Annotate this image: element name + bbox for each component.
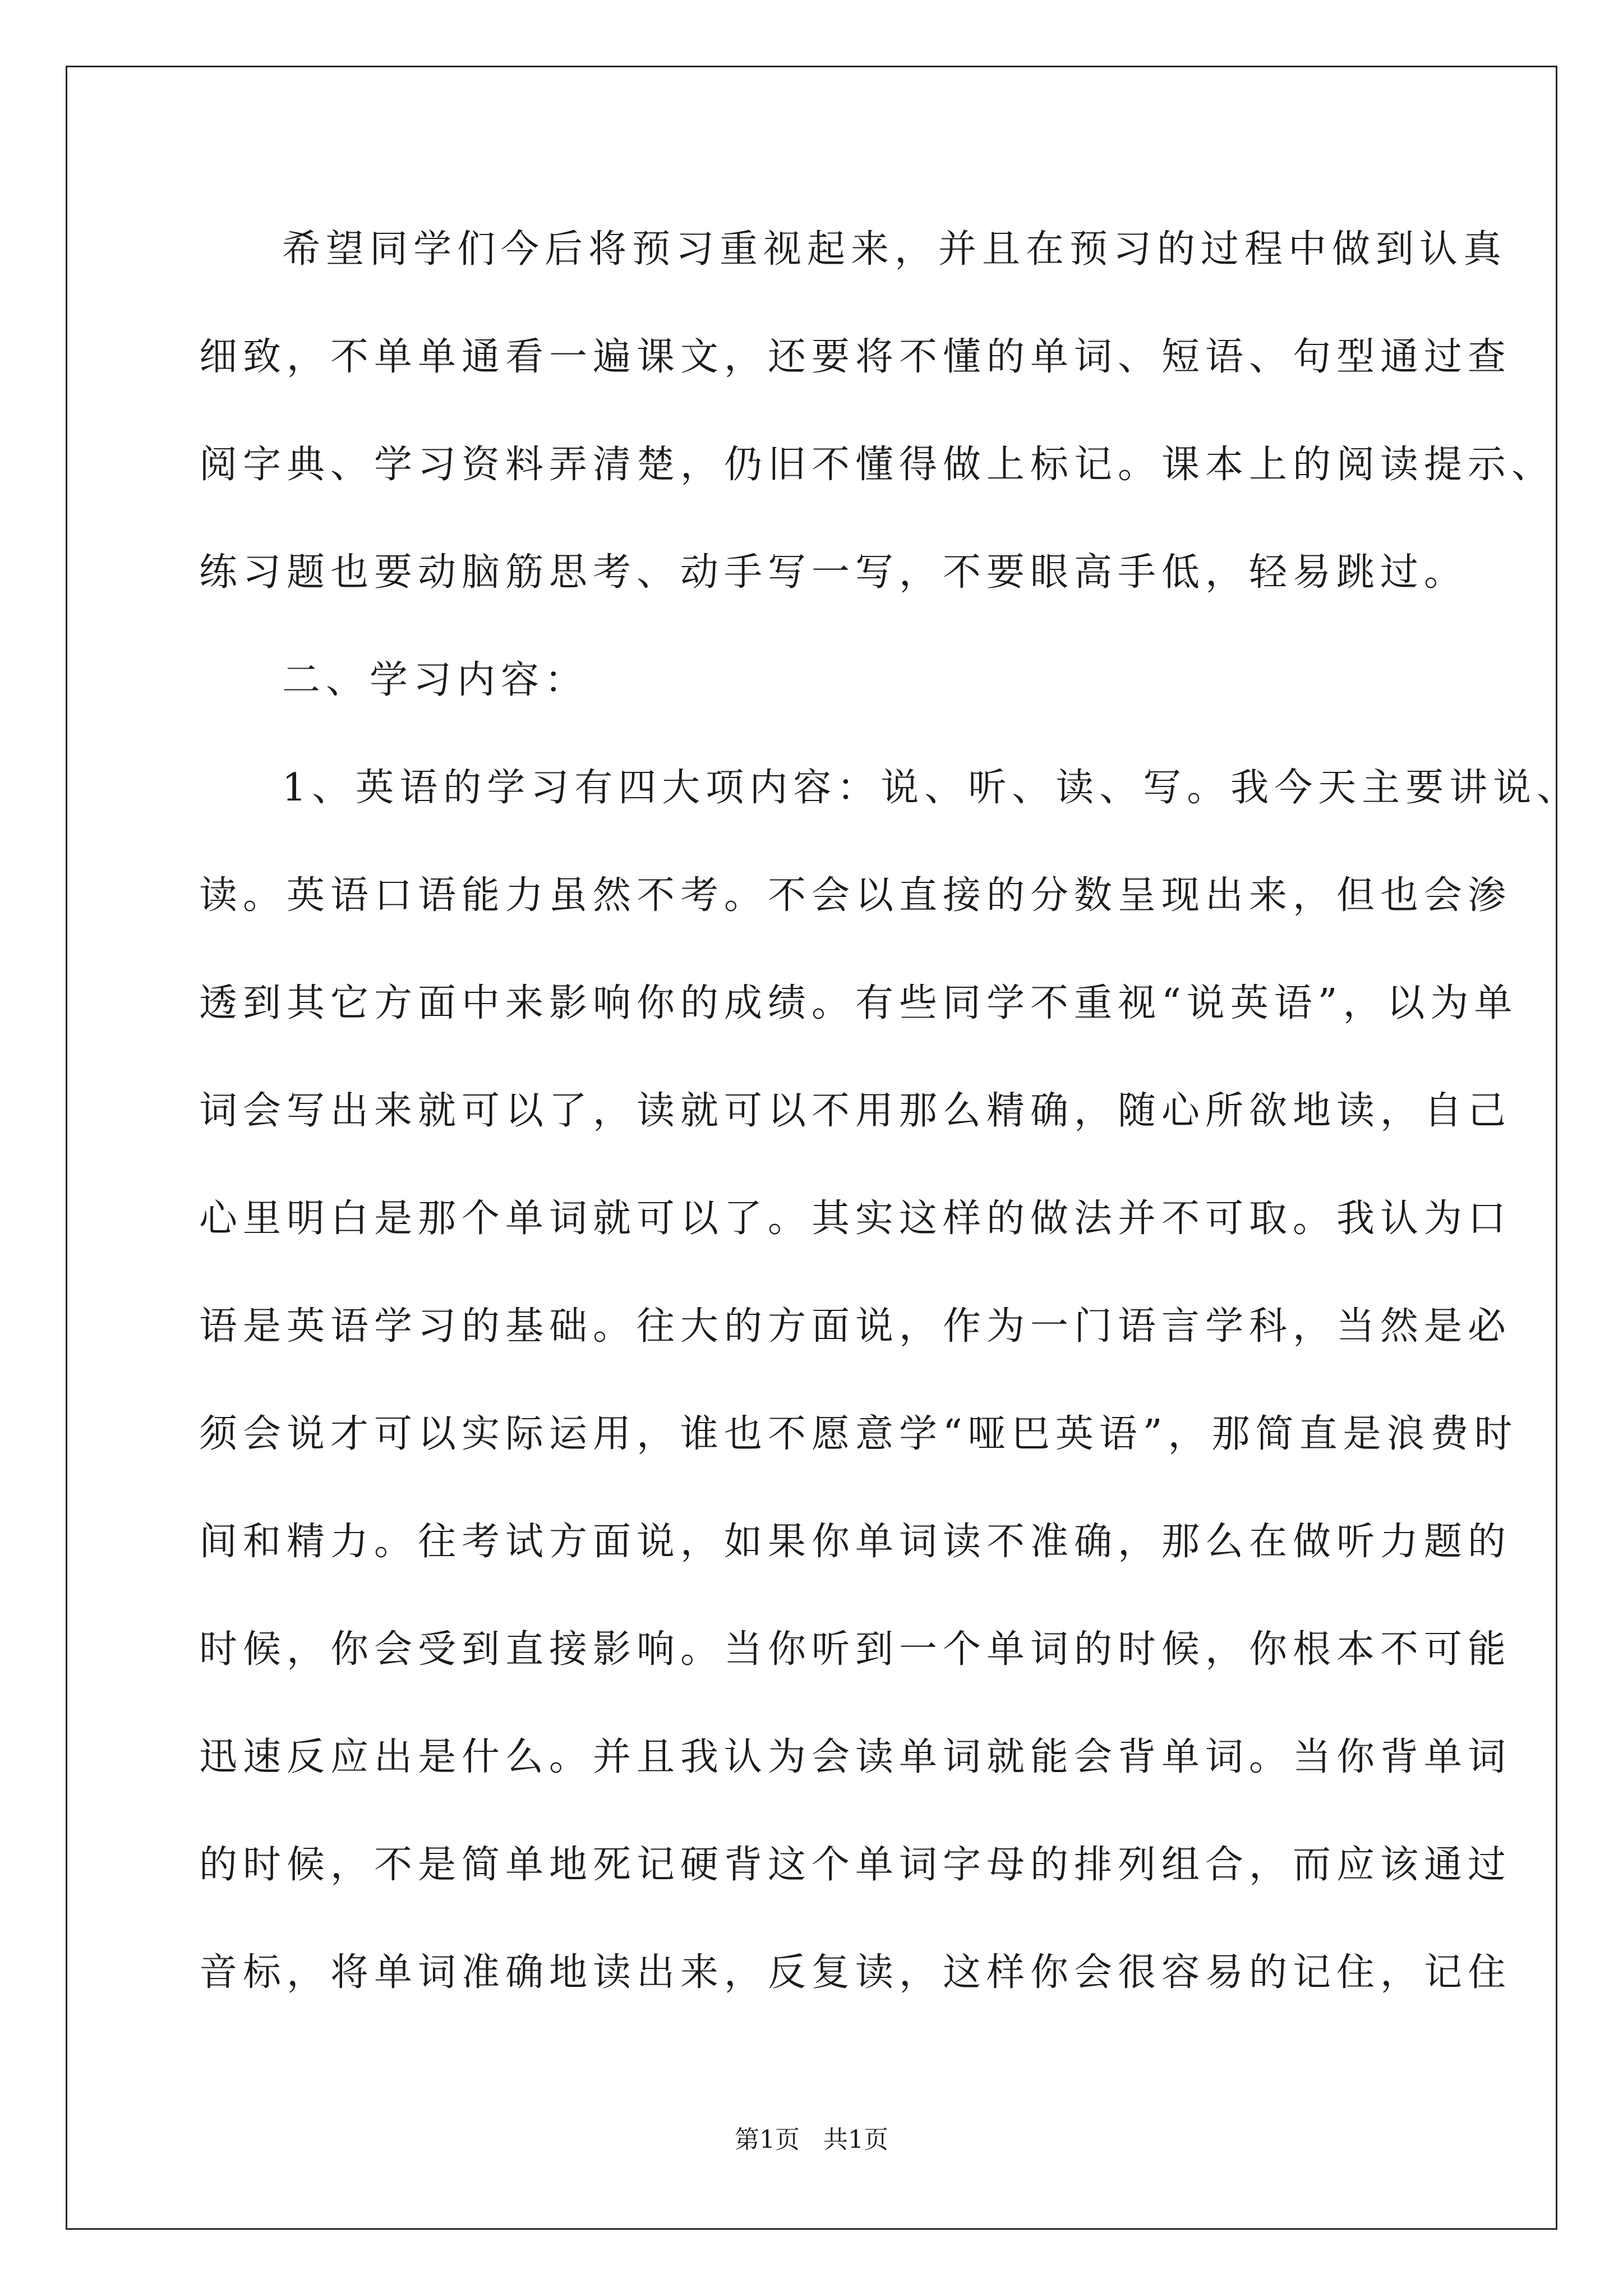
text-line: 迅速反应出是什么。并且我认为会读单词就能会背单词。当你背单词 (199, 1735, 1512, 1779)
text-line: 语是英语学习的基础。往大的方面说，作为一门语言学科，当然是必 (199, 1304, 1512, 1349)
text-line: 的时候，不是简单地死记硬背这个单词字母的排列组合，而应该通过 (199, 1843, 1512, 1887)
text-line: 须会说才可以实际运用，谁也不愿意学“哑巴英语”，那简直是浪费时 (199, 1412, 1518, 1456)
text-line: 阅字典、学习资料弄清楚，仍旧不懂得做上标记。课本上的阅读提示、 (199, 443, 1556, 487)
text-line: 二、学习内容： (282, 658, 589, 702)
text-line: 心里明白是那个单词就可以了。其实这样的做法并不可取。我认为口 (199, 1197, 1512, 1241)
text-line: 词会写出来就可以了，读就可以不用那么精确，随心所欲地读，自己 (199, 1089, 1512, 1133)
text-line: 时候，你会受到直接影响。当你听到一个单词的时候，你根本不可能 (199, 1627, 1512, 1672)
text-line: 练习题也要动脑筋思考、动手写一写，不要眼高手低，轻易跳过。 (199, 550, 1468, 595)
text-line: 透到其它方面中来影响你的成绩。有些同学不重视“说英语”，以为单 (199, 981, 1518, 1025)
document-body (199, 213, 1581, 2044)
text-line: 细致，不单单通看一遍课文，还要将不懂的单词、短语、句型通过查 (199, 335, 1512, 379)
text-line: 1、英语的学习有四大项内容：说、听、读、写。我今天主要讲说、 (282, 766, 1581, 810)
text-line: 读。英语口语能力虽然不考。不会以直接的分数呈现出来，但也会渗 (199, 873, 1512, 918)
text-line: 希望同学们今后将预习重视起来，并且在预习的过程中做到认真 (282, 227, 1507, 272)
text-line: 音标，将单词准确地读出来，反复读，这样你会很容易的记住，记住 (199, 1950, 1512, 1995)
page-footer: 第1页 共1页 (735, 2125, 888, 2154)
text-line: 间和精力。往考试方面说，如果你单词读不准确，那么在做听力题的 (199, 1520, 1512, 1564)
